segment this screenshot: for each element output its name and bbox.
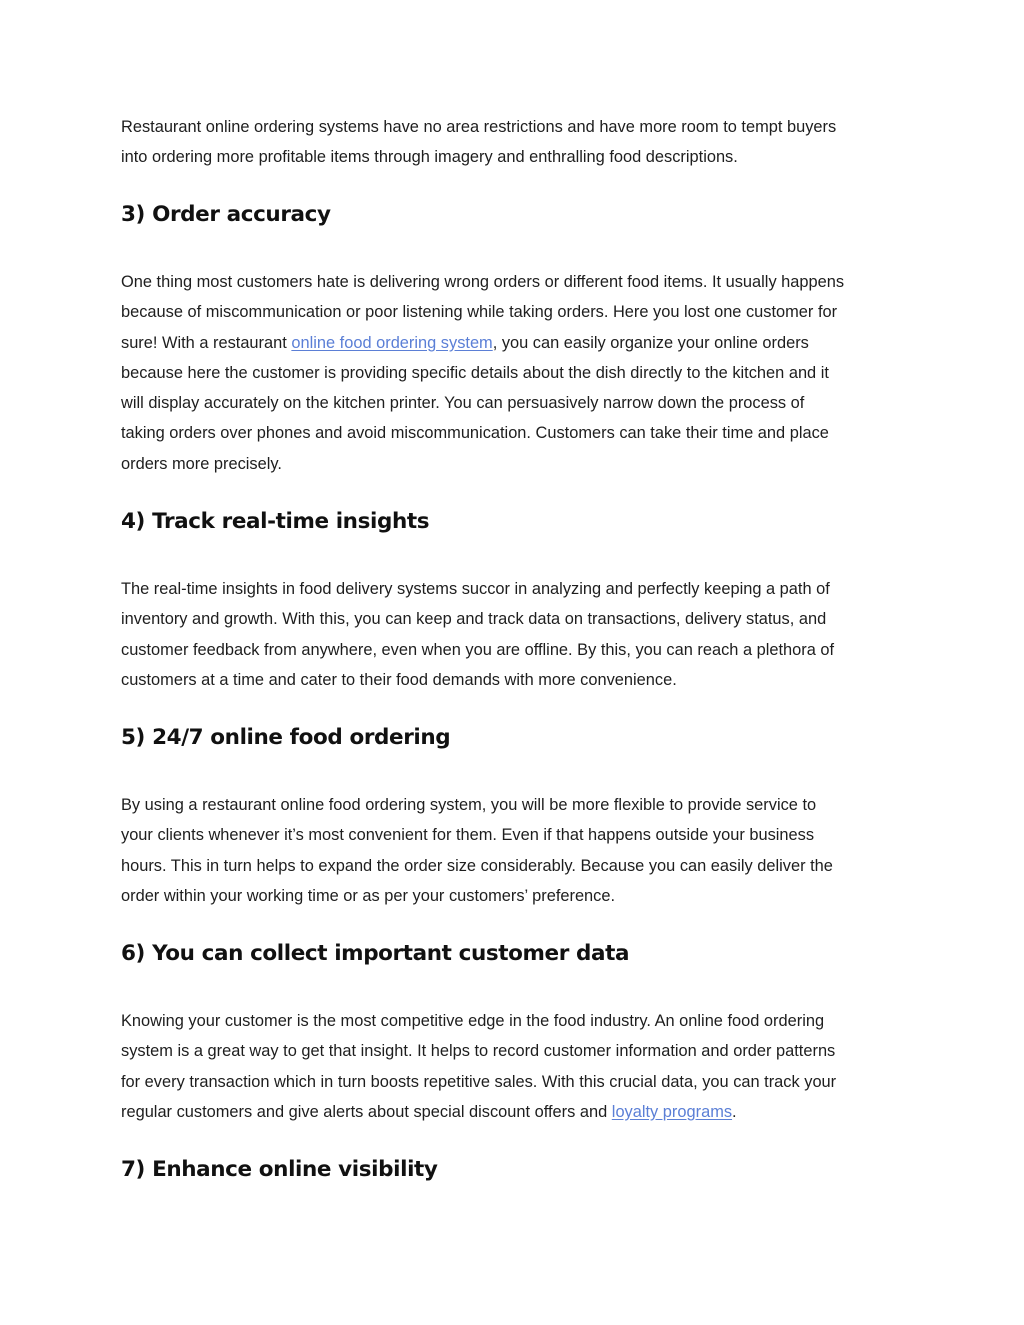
paragraph-line: your clients whenever it’s most convenient for them. Even if that happens outside your business: [121, 826, 815, 845]
paragraph-line: into ordering more profitable items through imagery and enthralling food descriptions.: [121, 148, 738, 167]
paragraph-line: because here the customer is providing specific details about the dish directly to the kitchen and it: [121, 363, 829, 382]
section-heading-24-7-online-food-ordering: 5) 24/7 online food ordering: [121, 725, 451, 750]
paragraph-line: orders more precisely.: [121, 454, 282, 473]
paragraph-line: Knowing your customer is the most competitive edge in the food industry. An online food ordering: [121, 1012, 825, 1030]
text-run: .: [732, 1102, 737, 1121]
intro-paragraph: [121, 112, 911, 173]
text-run: sure! With a restaurant: [121, 333, 292, 352]
text-run: regular customers and give alerts about special discount offers and: [121, 1102, 612, 1121]
paragraph-line: because of miscommunication or poor listening while taking orders. Here you lost one customer for: [121, 303, 838, 322]
paragraph-line: system is a great way to get that insight. It helps to record customer information and order patterns: [121, 1042, 836, 1061]
section-heading-order-accuracy: 3) Order accuracy: [121, 202, 331, 227]
section-heading-track-real-time-insights: 4) Track real-time insights: [121, 509, 430, 534]
paragraph-line: taking orders over phones and avoid miscommunication. Customers can take their time and place: [121, 424, 829, 443]
paragraph-line: The real-time insights in food delivery systems succor in analyzing and perfectly keeping a path of: [121, 580, 830, 598]
track-insights-paragraph: [121, 574, 911, 695]
paragraph-line: One thing most customers hate is delivering wrong orders or different food items. It usually happens: [121, 273, 845, 291]
paragraph-line: hours. This in turn helps to expand the order size considerably. Because you can easily deliver the: [121, 856, 833, 875]
paragraph-line: for every transaction which in turn boosts repetitive sales. With this crucial data, you can track your: [121, 1072, 837, 1091]
paragraph-line: [121, 328, 911, 358]
order-accuracy-paragraph: [121, 267, 911, 479]
text-run: , you can easily organize your online orders: [492, 333, 809, 352]
paragraph-line: order within your working time or as per your customers’ preference.: [121, 886, 616, 905]
paragraph-line: will display accurately on the kitchen printer. You can persuasively narrow down the process of: [121, 394, 805, 413]
section-heading-collect-customer-data: 6) You can collect important customer data: [121, 941, 630, 966]
paragraph-line: inventory and growth. With this, you can keep and track data on transactions, delivery status, and: [121, 610, 827, 629]
customer-data-paragraph: [121, 1006, 911, 1127]
paragraph-line: Restaurant online ordering systems have no area restrictions and have more room to tempt buyers: [121, 118, 837, 136]
online-ordering-paragraph: [121, 790, 911, 911]
paragraph-line: customers at a time and cater to their food demands with more convenience.: [121, 670, 677, 689]
paragraph-line: customer feedback from anywhere, even when you are offline. By this, you can reach a plethora of: [121, 640, 835, 659]
section-heading-enhance-online-visibility: 7) Enhance online visibility: [121, 1157, 438, 1182]
online-food-ordering-system-link[interactable]: online food ordering system: [291, 333, 493, 352]
paragraph-line: [121, 1097, 911, 1127]
paragraph-line: By using a restaurant online food ordering system, you will be more flexible to provide service to: [121, 796, 817, 814]
loyalty-programs-link[interactable]: loyalty programs: [611, 1102, 733, 1121]
